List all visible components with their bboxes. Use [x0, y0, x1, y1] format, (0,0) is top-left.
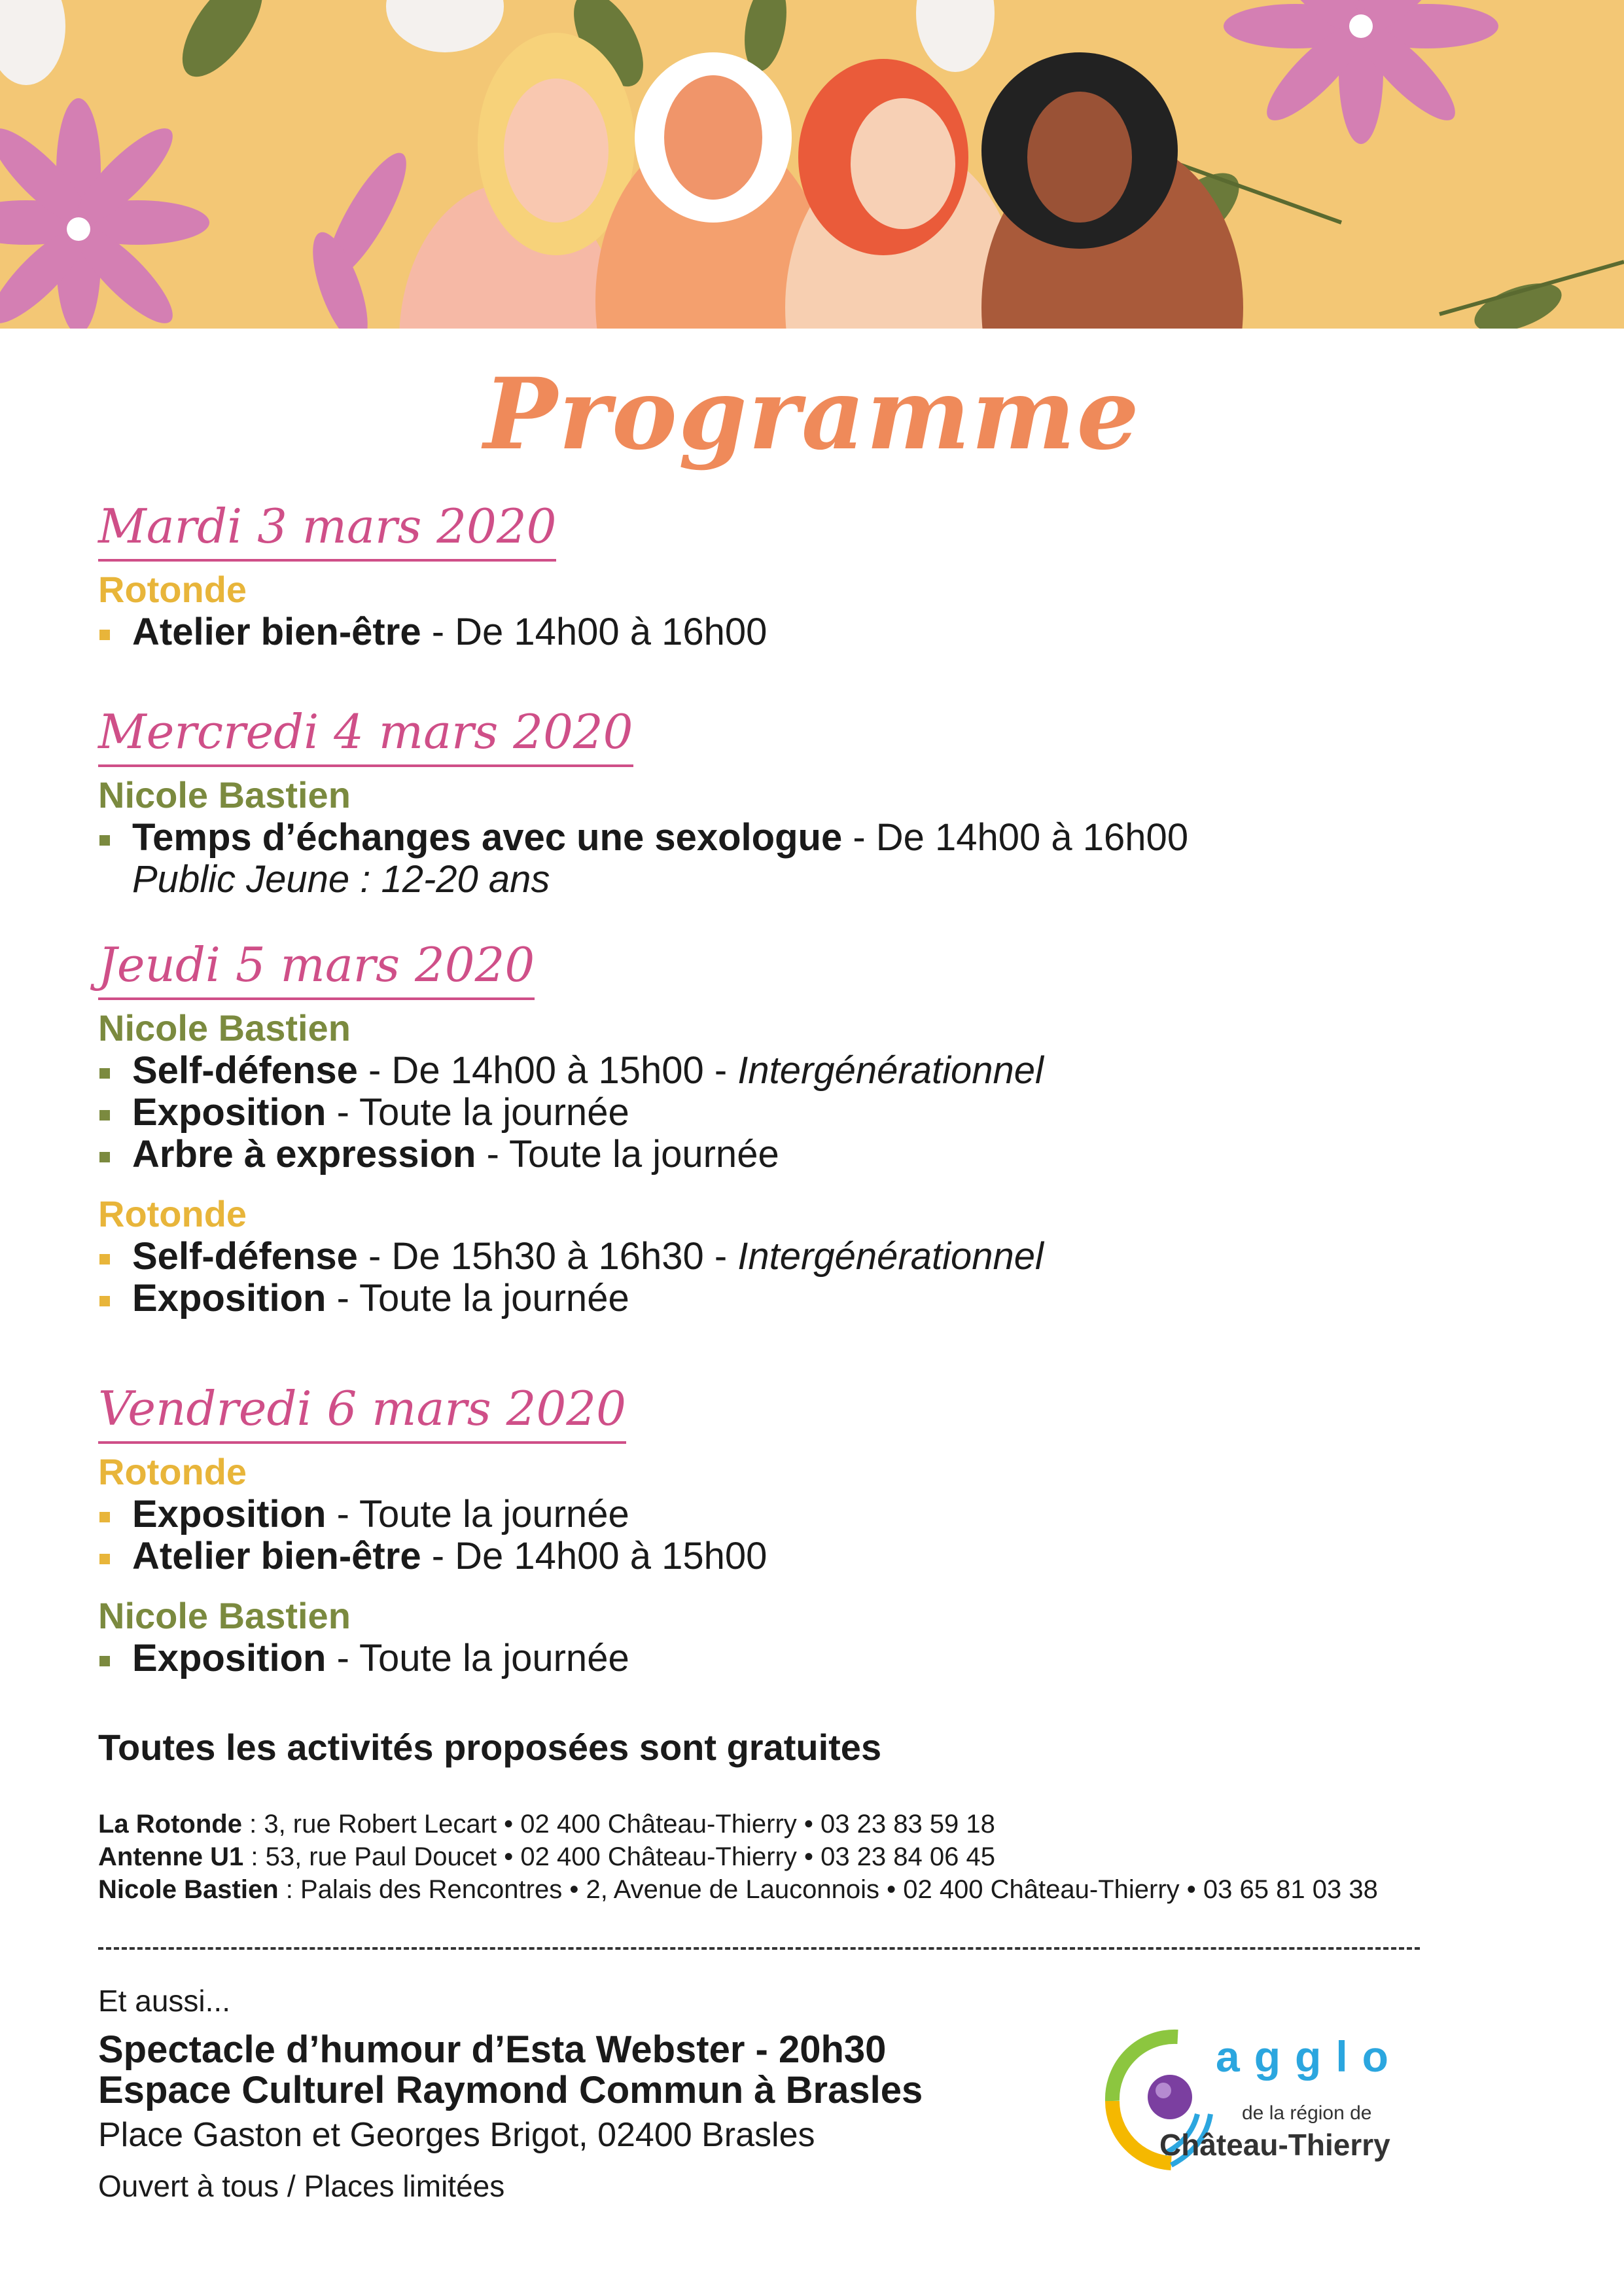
activity-list [98, 817, 1538, 901]
venue-label: Rotonde [98, 1193, 247, 1234]
activity-item: Atelier bien-être - De 14h00 à 15h00 [98, 1535, 1538, 1577]
women-flowers-illustration [0, 0, 1624, 329]
activity-item: Exposition - Toute la journée [98, 1092, 1538, 1134]
bullet-icon [99, 630, 110, 640]
address-list [98, 1808, 1378, 1906]
agglo-logo [1099, 2029, 1403, 2173]
logo-word: agglo [1216, 2032, 1403, 2081]
venue-label: Nicole Bastien [98, 774, 351, 816]
address-antenne: Antenne U1 : 53, rue Paul Doucet • 02 400 Château-Thierry • 03 23 84 06 45 [98, 1842, 995, 1871]
venue-label: Rotonde [98, 569, 247, 610]
free-activities-notice: Toutes les activités proposées sont gratuites [98, 1727, 882, 1768]
show-venue: Espace Culturel Raymond Commun à Brasles [98, 2069, 923, 2111]
bullet-icon [99, 1068, 110, 1079]
activity-item: Exposition - Toute la journée [98, 1494, 1538, 1535]
bullet-icon [99, 1296, 110, 1306]
activity-item: Atelier bien-être - De 14h00 à 16h00 [98, 611, 1538, 653]
logo-city: Château-Thierry [1159, 2128, 1390, 2162]
activity-list [98, 1494, 1538, 1577]
day-section [98, 702, 1538, 901]
show-address: Place Gaston et Georges Brigot, 02400 Brasles [98, 2116, 815, 2154]
bullet-icon [99, 1110, 110, 1121]
activity-list [98, 1050, 1538, 1175]
bullet-icon [99, 835, 110, 846]
day-date: Mardi 3 mars 2020 [98, 496, 556, 562]
address-rotonde: La Rotonde : 3, rue Robert Lecart • 02 400 Château-Thierry • 03 23 83 59 18 [98, 1810, 995, 1839]
activity-list [98, 1638, 1538, 1679]
venue-label: Nicole Bastien [98, 1007, 351, 1049]
dashed-divider [98, 1947, 1420, 1950]
activity-item: Exposition - Toute la journée [98, 1278, 1538, 1319]
activity-list [98, 611, 1538, 653]
header-illustration [0, 0, 1624, 329]
venue-label: Nicole Bastien [98, 1595, 351, 1636]
day-section [98, 1378, 1538, 1679]
bullet-icon [99, 1254, 110, 1265]
activity-item: Temps d’échanges avec une sexologue - De 14h00 à 16h00 Public Jeune : 12-20 ans [98, 817, 1538, 901]
address-nicole-bastien: Nicole Bastien : Palais des Rencontres • 2, Avenue de Lauconnois • 02 400 Château-Thierry • 03 65 81 03 38 [98, 1875, 1378, 1904]
bullet-icon [99, 1152, 110, 1162]
activity-list [98, 1236, 1538, 1319]
bullet-icon [99, 1554, 110, 1564]
activity-item: Exposition - Toute la journée [98, 1638, 1538, 1679]
show-title: Spectacle d’humour d’Esta Webster - 20h30 [98, 2028, 887, 2071]
activity-item: Self-défense - De 15h30 à 16h30 - Intergénérationnel [98, 1236, 1538, 1278]
venue-label: Rotonde [98, 1451, 247, 1492]
also-intro: Et aussi... [98, 1984, 230, 2018]
day-section [98, 935, 1538, 1319]
day-date: Jeudi 5 mars 2020 [98, 935, 535, 1000]
page-title: Programme [484, 357, 1140, 472]
day-date: Vendredi 6 mars 2020 [98, 1378, 626, 1444]
bullet-icon [99, 1512, 110, 1522]
day-section [98, 496, 1538, 653]
bullet-icon [99, 1656, 110, 1666]
show-access: Ouvert à tous / Places limitées [98, 2169, 505, 2203]
activity-item: Arbre à expression - Toute la journée [98, 1134, 1538, 1175]
day-date: Mercredi 4 mars 2020 [98, 702, 633, 767]
activity-item: Self-défense - De 14h00 à 15h00 - Intergénérationnel [98, 1050, 1538, 1092]
program-list [98, 496, 1538, 1679]
logo-subtitle: de la région de [1242, 2102, 1372, 2124]
